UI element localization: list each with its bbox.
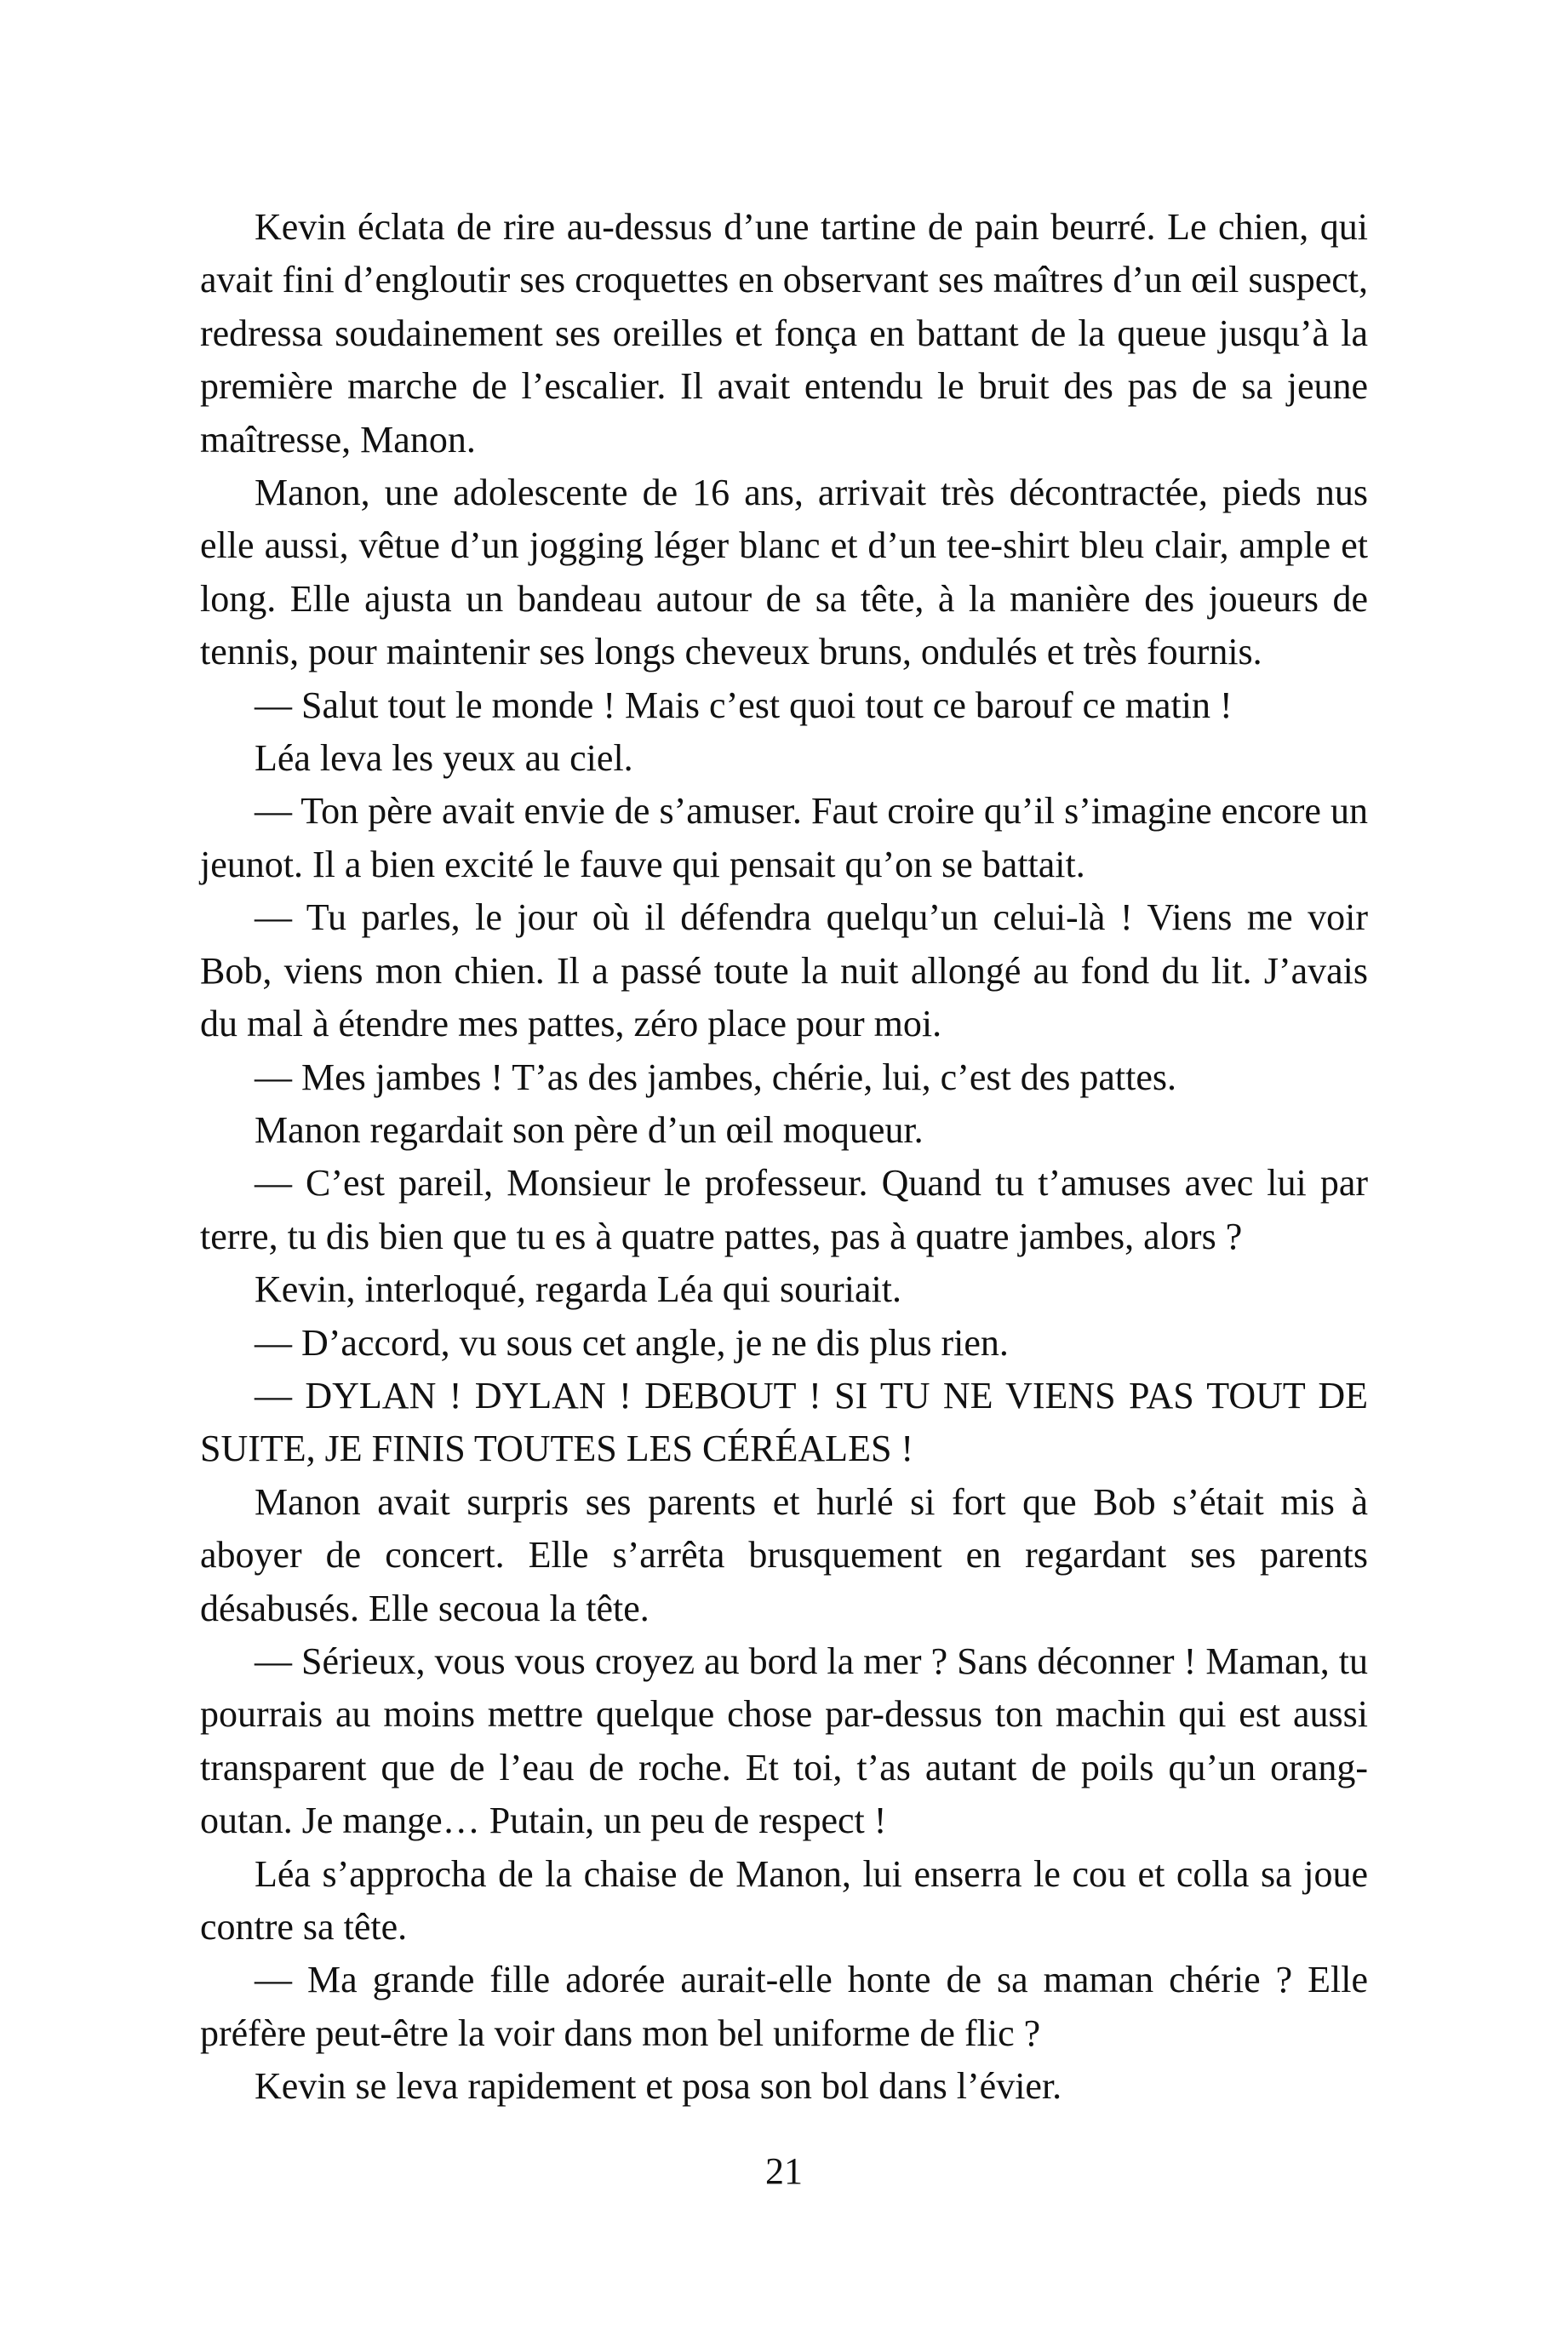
paragraph: — Salut tout le monde ! Mais c’est quoi tout ce barouf ce matin !: [255, 684, 1233, 726]
paragraph: Kevin, interloqué, regarda Léa qui souriait.: [255, 1268, 901, 1311]
paragraph: — C’est pareil, Monsieur le professeur. Quand tu t’amuses avec lui par terre, tu dis bien que tu es à quatre pattes, pas à quatre jambes, alors ?: [200, 1162, 1368, 1257]
paragraph: Manon avait surpris ses parents et hurlé si fort que Bob s’était mis à aboyer de concert. Elle s’arrêta brusquement en regardant ses parents désabusés. Elle secoua la tête.: [200, 1480, 1368, 1629]
paragraph: — Sérieux, vous vous croyez au bord la mer ? Sans déconner ! Maman, tu pourrais au moins mettre quelque chose par-dessus ton machin qui est aussi transparent que de l’eau de roche. Et toi, t’as autant de poils qu’un orang-outan. Je mange… Putain, un peu de respect !: [200, 1640, 1368, 1842]
paragraph: Manon regardait son père d’un œil moqueur.: [255, 1108, 924, 1151]
paragraph: Manon, une adolescente de 16 ans, arrivait très décontractée, pieds nus elle aussi, vêtue d’un jogging léger blanc et d’un tee-shirt bleu clair, ample et long. Elle ajusta un bandeau autour de sa tête, à la manière des joueurs de tennis, pour maintenir ses longs cheveux bruns, ondulés et très fournis.: [200, 472, 1368, 673]
paragraph: Kevin se leva rapidement et posa son bol dans l’évier.: [255, 2065, 1062, 2108]
paragraph: Léa leva les yeux au ciel.: [255, 737, 633, 780]
paragraph: — Ton père avait envie de s’amuser. Faut croire qu’il s’imagine encore un jeunot. Il a bien excité le fauve qui pensait qu’on se battait.: [200, 790, 1368, 885]
paragraph: — D’accord, vu sous cet angle, je ne dis plus rien.: [255, 1321, 1009, 1364]
paragraph: Kevin éclata de rire au-dessus d’une tartine de pain beurré. Le chien, qui avait fini d’engloutir ses croquettes en observant ses maîtres d’un œil suspect, redressa soudainement ses oreilles et fonça en battant de la queue jusqu’à la première marche de l’escalier. Il avait entendu le bruit des pas de sa jeune maîtresse, Manon.: [200, 206, 1368, 461]
paragraph: — Ma grande fille adorée aurait-elle honte de sa maman chérie ? Elle préfère peut-être la voir dans mon bel uniforme de flic ?: [200, 1959, 1368, 2054]
paragraph: — Mes jambes ! T’as des jambes, chérie, lui, c’est des pattes.: [255, 1056, 1176, 1098]
body-text: [200, 201, 1368, 2114]
paragraph: — Tu parles, le jour où il défendra quelqu’un celui-là ! Viens me voir Bob, viens mon chien. Il a passé toute la nuit allongé au fond du lit. J’avais du mal à étendre mes pattes, zéro place pour moi.: [200, 896, 1368, 1045]
paragraph: Léa s’approcha de la chaise de Manon, lui enserra le cou et colla sa joue contre sa tête.: [200, 1852, 1368, 1948]
paragraph: — DYLAN ! DYLAN ! DEBOUT ! SI TU NE VIENS PAS TOUT DE SUITE, JE FINIS TOUTES LES CÉRÉALES !: [200, 1374, 1368, 1470]
page-number: 21: [765, 2150, 803, 2192]
